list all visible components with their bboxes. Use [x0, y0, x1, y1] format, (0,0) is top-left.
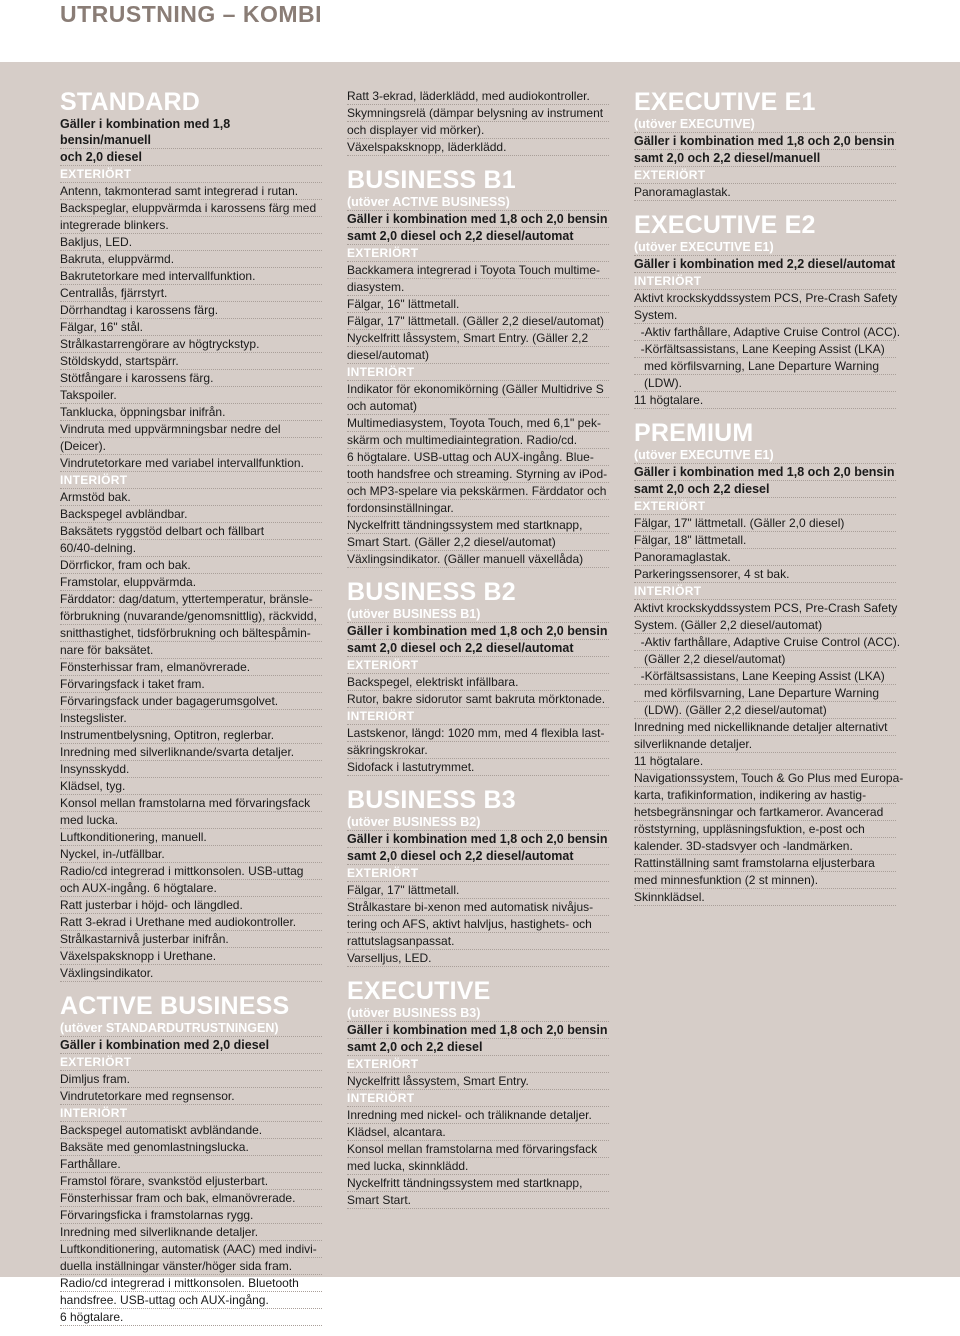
- equipment-item: Klädsel, tyg.: [60, 778, 322, 795]
- equipment-section: [60, 992, 322, 1326]
- group-label: EXTERIÖRT: [347, 245, 609, 262]
- equipment-item: integrerade blinkers.: [60, 217, 322, 234]
- equipment-item: Stötfångare i karossens färg.: [60, 370, 322, 387]
- equipment-item: tooth handsfree och streaming. Styrning av iPod-: [347, 467, 608, 481]
- section-condition: och 2,0 diesel: [60, 149, 322, 166]
- equipment-item: Sidofack i lastutrymmet.: [347, 759, 609, 776]
- section-heading: EXECUTIVE E2: [634, 211, 816, 239]
- equipment-item: Färddator: dag/datum, yttertemperatur, bränsle-: [60, 591, 322, 608]
- equipment-item: kalender. 3D-stadsvyer och -landmärken.: [634, 838, 896, 855]
- section-heading: EXECUTIVE E1: [634, 88, 816, 116]
- equipment-item: Inredning med silverliknande/svarta detaljer.: [60, 744, 322, 761]
- group-label: EXTERIÖRT: [60, 1054, 322, 1071]
- section-subheading: (utöver EXECUTIVE E1): [634, 239, 896, 256]
- equipment-section: [347, 786, 609, 967]
- equipment-item: Backspegel, elektriskt infällbara.: [347, 674, 609, 691]
- equipment-item: Vindruta med uppvärmningsbar nedre del: [60, 421, 322, 438]
- equipment-item: Navigationssystem, Touch & Go Plus med Europa-: [634, 771, 904, 785]
- equipment-item: Ratt justerbar i höjd- och längdled.: [60, 897, 322, 914]
- equipment-item: Strålkastare bi-xenon med automatisk nivåjus-: [347, 899, 609, 916]
- title-bar: [0, 0, 960, 62]
- equipment-item: Stöldskydd, startspärr.: [60, 353, 322, 370]
- equipment-item: Dörrhandtag i karossens färg.: [60, 302, 322, 319]
- group-label: INTERIÖRT: [347, 708, 609, 725]
- equipment-item: Baksätets ryggstöd delbart och fällbart: [60, 523, 322, 540]
- equipment-item: Nyckelfritt tändningssystem med startknapp,: [347, 1175, 609, 1192]
- equipment-item: Växlingsindikator.: [60, 965, 322, 982]
- equipment-item: Strålkastarnivå justerbar inifrån.: [60, 931, 322, 948]
- equipment-section: [347, 578, 609, 776]
- equipment-item: Radio/cd integrerad i mittkonsolen. Bluetooth: [60, 1275, 322, 1292]
- section-subheading: (utöver STANDARDUTRUSTNINGEN): [60, 1020, 322, 1037]
- section-heading: PREMIUM: [634, 419, 754, 447]
- equipment-item: Smart Start. (Gäller 2,2 diesel/automat): [347, 534, 609, 551]
- equipment-item: Fönsterhissar fram och bak, elmanövrerade.: [60, 1190, 322, 1207]
- equipment-item: hetsbegränsningar och fartkameror. Avancerad: [634, 804, 896, 821]
- equipment-item: Fälgar, 16" stål.: [60, 319, 322, 336]
- equipment-item: Instegslister.: [60, 710, 322, 727]
- equipment-item: Fönsterhissar fram, elmanövrerade.: [60, 659, 322, 676]
- equipment-item: Armstöd bak.: [60, 489, 322, 506]
- column-3: [634, 88, 904, 916]
- group-label: EXTERIÖRT: [347, 1056, 609, 1073]
- group-label: EXTERIÖRT: [347, 657, 609, 674]
- equipment-item: Backspegel avbländbar.: [60, 506, 322, 523]
- equipment-item: Panoramaglastak.: [634, 184, 896, 201]
- equipment-item: Växlingsindikator. (Gäller manuell växellåda): [347, 551, 609, 568]
- equipment-item: Förvaringsfack i taket fram.: [60, 676, 322, 693]
- equipment-item: Indikator för ekonomikörning (Gäller Multidrive S: [347, 381, 609, 398]
- equipment-item: Luftkonditionering, automatisk (AAC) med indivi-: [60, 1241, 322, 1258]
- equipment-section: [634, 88, 896, 201]
- section-heading: BUSINESS B1: [347, 166, 516, 194]
- equipment-item: Antenn, takmonterad samt integrerad i rutan.: [60, 183, 322, 200]
- equipment-item: säkringskrokar.: [347, 742, 609, 759]
- section-heading: ACTIVE BUSINESS: [60, 992, 290, 1020]
- equipment-item: Dimljus fram.: [60, 1071, 322, 1088]
- section-condition: Gäller i kombination med 2,0 diesel: [60, 1037, 322, 1054]
- equipment-section: [634, 211, 901, 409]
- equipment-item: Vindrutetorkare med regnsensor.: [60, 1088, 322, 1105]
- equipment-item: Konsol mellan framstolarna med förvaringsfack: [347, 1141, 609, 1158]
- equipment-item: och displayer vid mörker).: [347, 122, 609, 139]
- equipment-section: [634, 419, 904, 906]
- equipment-item: Skinnklädsel.: [634, 889, 896, 906]
- section-condition: Gäller i kombination med 1,8 och 2,0 bensin: [634, 134, 895, 148]
- group-label: INTERIÖRT: [347, 1090, 609, 1107]
- group-label: INTERIÖRT: [347, 364, 609, 381]
- equipment-item: och AUX-ingång. 6 högtalare.: [60, 880, 322, 897]
- equipment-section: [347, 977, 609, 1209]
- equipment-item: Fälgar, 17" lättmetall. (Gäller 2,0 diesel): [634, 515, 896, 532]
- equipment-item: Inredning med nickelliknande detaljer alternativt: [634, 719, 896, 736]
- section-heading: BUSINESS B2: [347, 578, 516, 606]
- section-condition: samt 2,0 och 2,2 diesel: [347, 1039, 609, 1056]
- equipment-item: med minnesfunktion (2 st minnen).: [634, 872, 896, 889]
- equipment-item: Multimediasystem, Toyota Touch, med 6,1" pek-: [347, 415, 609, 432]
- equipment-item: Dörrfickor, fram och bak.: [60, 557, 322, 574]
- equipment-item: (LDW).: [634, 375, 896, 392]
- section-subheading: (utöver BUSINESS B3): [347, 1005, 609, 1022]
- equipment-item: (LDW). (Gäller 2,2 diesel/automat): [634, 702, 896, 719]
- equipment-item: handsfree. USB-uttag och AUX-ingång.: [60, 1292, 322, 1309]
- equipment-item: Fälgar, 17" lättmetall. (Gäller 2,2 diesel/automat): [347, 313, 609, 330]
- equipment-item: Backspeglar, eluppvärmda i karossens färg med: [60, 200, 322, 217]
- section-heading: STANDARD: [60, 88, 201, 116]
- section-subheading: (utöver BUSINESS B2): [347, 814, 609, 831]
- section-subheading: (utöver BUSINESS B1): [347, 606, 609, 623]
- section-condition: samt 2,0 och 2,2 diesel/manuell: [634, 150, 896, 167]
- equipment-item: Inredning med silverliknande detaljer.: [60, 1224, 322, 1241]
- group-label: EXTERIÖRT: [347, 865, 609, 882]
- section-condition: samt 2,0 diesel och 2,2 diesel/automat: [347, 640, 609, 657]
- equipment-item: Ratt 3-ekrad, läderklädd, med audiokontroller.: [347, 88, 609, 105]
- equipment-item: Rattinställning samt framstolarna eljusterbara: [634, 855, 896, 872]
- group-label: INTERIÖRT: [634, 583, 896, 600]
- equipment-item: förbrukning (nuvarande/genomsnittlig), räckvidd,: [60, 608, 322, 625]
- equipment-item: Bakljus, LED.: [60, 234, 322, 251]
- section-condition: Gäller i kombination med 1,8 och 2,0 bensin: [347, 624, 608, 638]
- equipment-item: med lucka, skinnklädd.: [347, 1158, 609, 1175]
- equipment-item: Vindrutetorkare med variabel intervallfunktion.: [60, 455, 322, 472]
- equipment-item: Skymningsrelä (dämpar belysning av instrument: [347, 105, 609, 122]
- equipment-item: Förvaringsficka i framstolarnas rygg.: [60, 1207, 322, 1224]
- equipment-item: Strålkastarrengörare av högtryckstyp.: [60, 336, 322, 353]
- equipment-item: Bakrutetorkare med intervallfunktion.: [60, 268, 322, 285]
- equipment-item: Luftkonditionering, manuell.: [60, 829, 322, 846]
- equipment-item: Takspoiler.: [60, 387, 322, 404]
- equipment-item: Klädsel, alcantara.: [347, 1124, 609, 1141]
- equipment-item: Tanklucka, öppningsbar inifrån.: [60, 404, 322, 421]
- section-condition: samt 2,0 och 2,2 diesel: [634, 481, 896, 498]
- equipment-item: Fälgar, 17" lättmetall.: [347, 882, 609, 899]
- section-heading: BUSINESS B3: [347, 786, 516, 814]
- equipment-item: Framstol förare, svankstöd eljusterbart.: [60, 1173, 322, 1190]
- section-condition: samt 2,0 diesel och 2,2 diesel/automat: [347, 848, 609, 865]
- group-label: EXTERIÖRT: [60, 166, 322, 183]
- equipment-item: Aktivt krockskyddssystem PCS, Pre-Crash Safety: [634, 291, 898, 305]
- group-label: INTERIÖRT: [60, 1105, 322, 1122]
- section-condition: samt 2,0 diesel och 2,2 diesel/automat: [347, 228, 609, 245]
- group-label: INTERIÖRT: [634, 273, 896, 290]
- section-condition: Gäller i kombination med 1,8 och 2,0 bensin: [347, 832, 608, 846]
- equipment-item: -Aktiv farthållare, Adaptive Cruise Control (ACC).: [634, 325, 901, 339]
- equipment-item: Lastskenor, längd: 1020 mm, med 4 flexibla last-: [347, 725, 609, 742]
- equipment-item: Rutor, bakre sidorutor samt bakruta mörktonade.: [347, 691, 609, 708]
- equipment-item: -Körfältsassistans, Lane Keeping Assist (LKA): [634, 341, 896, 358]
- equipment-item: (Gäller 2,2 diesel/automat): [634, 651, 896, 668]
- group-label: EXTERIÖRT: [634, 498, 896, 515]
- section-condition: Gäller i kombination med 1,8 bensin/manuell: [60, 116, 322, 149]
- section-subheading: (utöver ACTIVE BUSINESS): [347, 194, 609, 211]
- equipment-item: Farthållare.: [60, 1156, 322, 1173]
- equipment-item: Förvaringsfack under bagagerumsgolvet.: [60, 693, 322, 710]
- equipment-item: karta, trafikinformation, indikering av hastig-: [634, 787, 896, 804]
- equipment-item: Nyckelfritt tändningssystem med startknapp,: [347, 517, 609, 534]
- equipment-item: röststyrning, uppläsningsfuktion, e-post och: [634, 821, 896, 838]
- equipment-item: Radio/cd integrerad i mittkonsolen. USB-uttag: [60, 863, 322, 880]
- equipment-item: tering och AFS, aktivt halvljus, hastighets- och: [347, 916, 609, 933]
- equipment-item: Nyckel, in-/utfällbar.: [60, 846, 322, 863]
- equipment-item: Smart Start.: [347, 1192, 609, 1209]
- equipment-item: skärm och multimediaintegration. Radio/cd.: [347, 432, 609, 449]
- section-condition: Gäller i kombination med 2,2 diesel/automat: [634, 257, 896, 271]
- group-label: INTERIÖRT: [60, 472, 322, 489]
- equipment-item: System. (Gäller 2,2 diesel/automat): [634, 617, 896, 634]
- equipment-item: Ratt 3-ekrad i Urethane med audiokontroller.: [60, 914, 322, 931]
- equipment-item: med körfilsvarning, Lane Departure Warning: [634, 358, 896, 375]
- equipment-item: Centrallås, fjärrstyrt.: [60, 285, 322, 302]
- equipment-item: Insynsskydd.: [60, 761, 322, 778]
- equipment-item: -Körfältsassistans, Lane Keeping Assist (LKA): [634, 668, 896, 685]
- equipment-item: Backspegel automatiskt avbländande.: [60, 1122, 322, 1139]
- equipment-item: Parkeringssensorer, 4 st bak.: [634, 566, 896, 583]
- equipment-item: och automat): [347, 398, 609, 415]
- equipment-item: fordonsinställningar.: [347, 500, 609, 517]
- equipment-item: Baksäte med genomlastningslucka.: [60, 1139, 322, 1156]
- equipment-item: rattutslagsanpassat.: [347, 933, 609, 950]
- equipment-item: Växelspaksknopp, läderklädd.: [347, 139, 609, 156]
- equipment-item: duella inställningar vänster/höger sida fram.: [60, 1258, 322, 1275]
- equipment-item: silverliknande detaljer.: [634, 736, 896, 753]
- equipment-item: Bakruta, eluppvärmd.: [60, 251, 322, 268]
- group-label: EXTERIÖRT: [634, 167, 896, 184]
- equipment-item: Konsol mellan framstolarna med förvaringsfack: [60, 795, 322, 812]
- equipment-item: snitthastighet, tidsförbrukning och bältespåmin-: [60, 625, 322, 642]
- equipment-item: Nyckelfritt låssystem, Smart Entry. (Gäller 2,2: [347, 330, 609, 347]
- equipment-item: Varselljus, LED.: [347, 950, 609, 967]
- equipment-item: 6 högtalare.: [60, 1309, 322, 1326]
- equipment-item: (Deicer).: [60, 438, 322, 455]
- equipment-section: [60, 88, 322, 982]
- section-subheading: (utöver EXECUTIVE E1): [634, 447, 896, 464]
- column-2: [347, 88, 609, 1219]
- equipment-item: 60/40-delning.: [60, 540, 322, 557]
- section-condition: Gäller i kombination med 1,8 och 2,0 bensin: [634, 465, 895, 479]
- section-heading: EXECUTIVE: [347, 977, 491, 1005]
- equipment-item: Aktivt krockskyddssystem PCS, Pre-Crash Safety: [634, 601, 898, 615]
- equipment-item: Växelspaksknopp i Urethane.: [60, 948, 322, 965]
- equipment-item: Fälgar, 18" lättmetall.: [634, 532, 896, 549]
- section-condition: Gäller i kombination med 1,8 och 2,0 bensin: [347, 1023, 608, 1037]
- equipment-item: Framstolar, eluppvärmda.: [60, 574, 322, 591]
- equipment-item: Inredning med nickel- och träliknande detaljer.: [347, 1107, 609, 1124]
- equipment-item: med körfilsvarning, Lane Departure Warning: [634, 685, 896, 702]
- equipment-item: Backkamera integrerad i Toyota Touch multime-: [347, 262, 609, 279]
- equipment-item: 11 högtalare.: [634, 392, 896, 409]
- equipment-section: [347, 88, 609, 156]
- equipment-item: -Aktiv farthållare, Adaptive Cruise Control (ACC).: [634, 635, 901, 649]
- equipment-item: diasystem.: [347, 279, 609, 296]
- equipment-item: nare för baksätet.: [60, 642, 322, 659]
- equipment-item: och MP3-spelare via pekskärmen. Färddator och: [347, 483, 609, 500]
- section-condition: Gäller i kombination med 1,8 och 2,0 bensin: [347, 212, 608, 226]
- column-1: [60, 88, 322, 1336]
- equipment-section: [347, 166, 609, 568]
- page-title: UTRUSTNING – KOMBI: [60, 1, 322, 27]
- equipment-item: Instrumentbelysning, Optitron, reglerbar.: [60, 727, 322, 744]
- equipment-item: Nyckelfritt låssystem, Smart Entry.: [347, 1073, 609, 1090]
- section-subheading: (utöver EXECUTIVE): [634, 116, 896, 133]
- equipment-item: 6 högtalare. USB-uttag och AUX-ingång. Blue-: [347, 449, 609, 466]
- equipment-item: System.: [634, 307, 896, 324]
- equipment-item: Fälgar, 16" lättmetall.: [347, 296, 609, 313]
- equipment-item: 11 högtalare.: [634, 753, 896, 770]
- equipment-item: Panoramaglastak.: [634, 549, 896, 566]
- equipment-item: med lucka.: [60, 812, 322, 829]
- equipment-item: diesel/automat): [347, 347, 609, 364]
